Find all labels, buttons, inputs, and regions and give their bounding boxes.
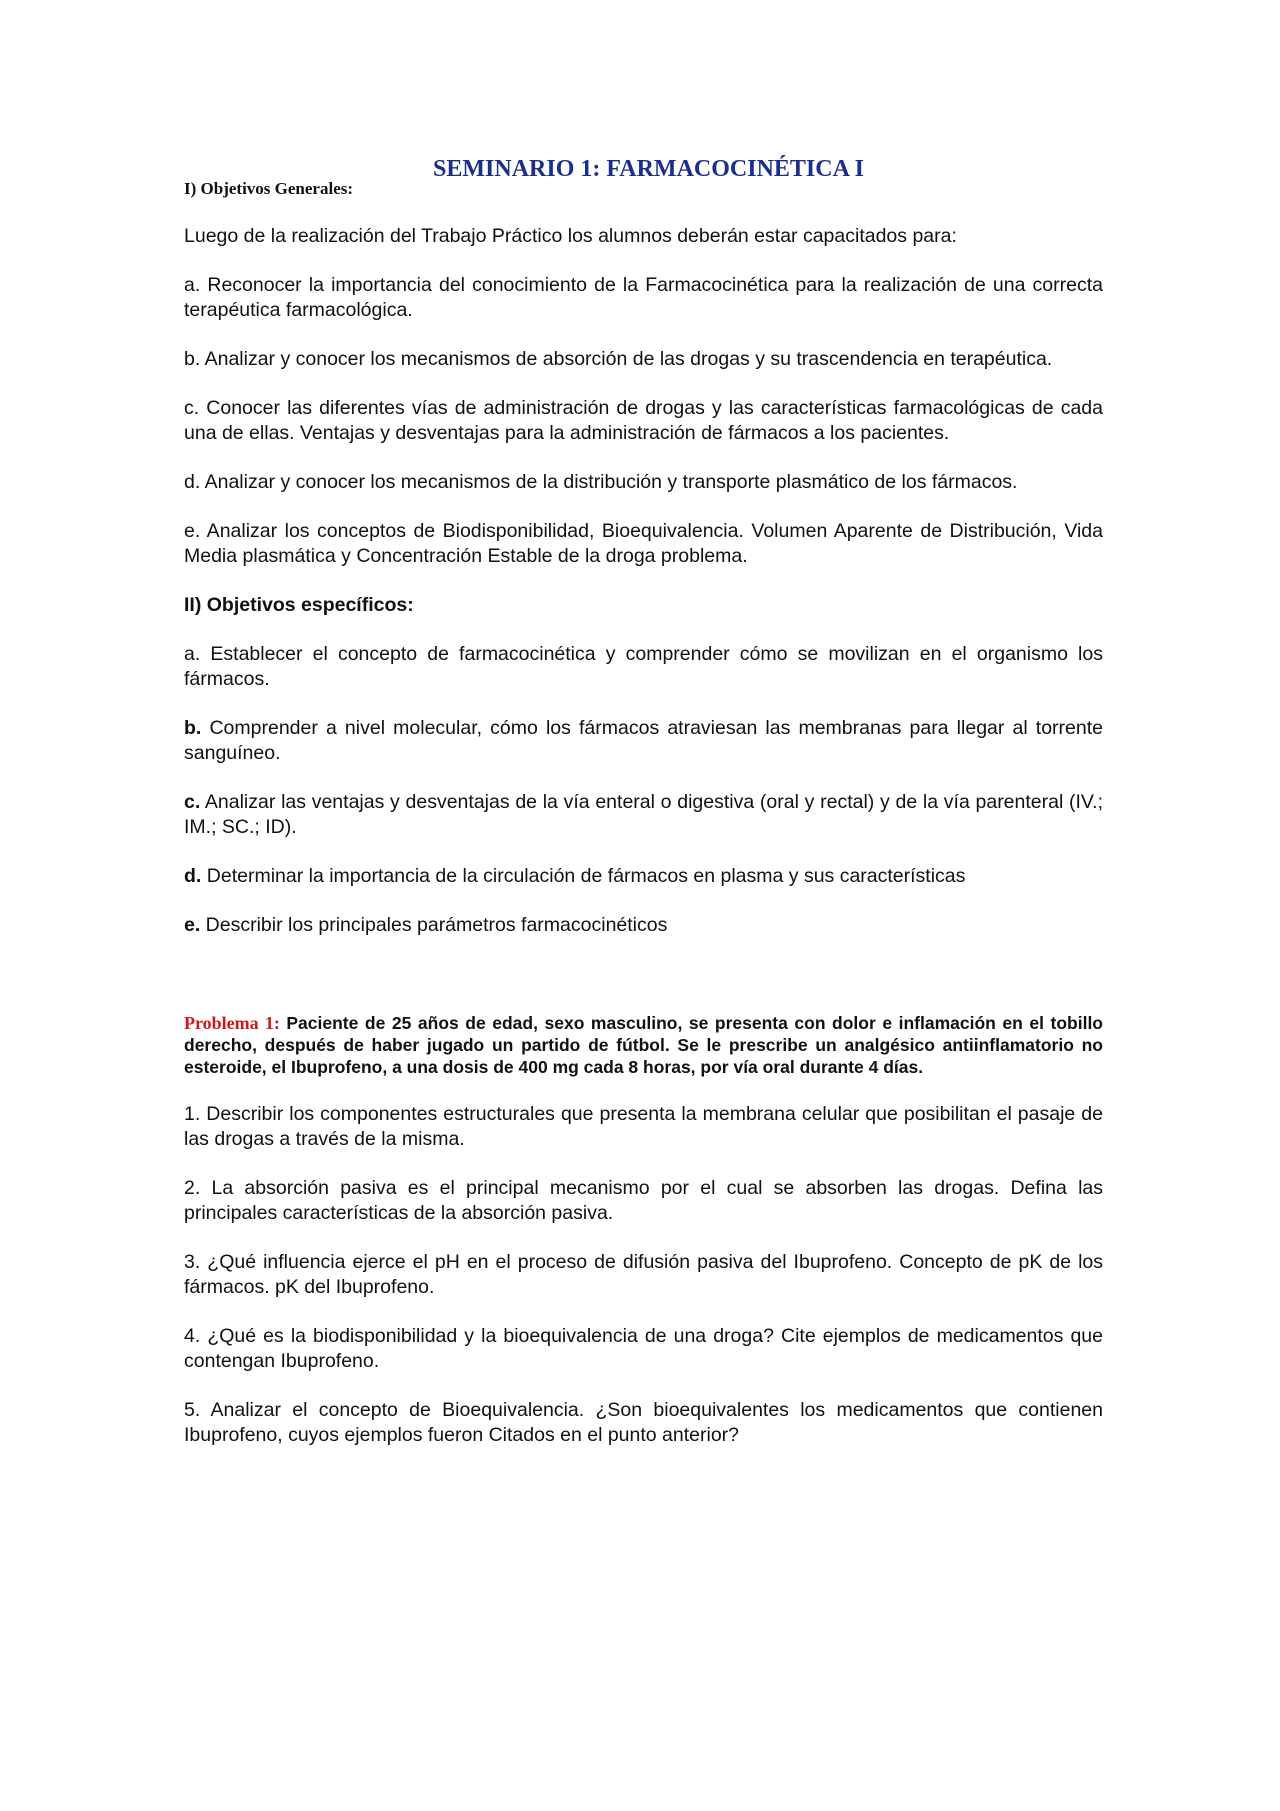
- problem-text: Paciente de 25 años de edad, sexo masculino, se presenta con dolor e inflamación en el tobillo derecho, después de haber jugado un partido de fútbol. Se le prescribe un analgésico antiinflamatorio no esteroide, el Ibuprofeno, a una dosis de 400 mg cada 8 horas, por vía oral durante 4 días.: [184, 1013, 1103, 1077]
- general-intro: Luego de la realización del Trabajo Práctico los alumnos deberán estar capacitados para:: [184, 225, 957, 247]
- general-objectives-heading: I) Objetivos Generales:: [184, 179, 354, 198]
- specific-item-b-label: b.: [184, 717, 202, 739]
- problem-statement: [184, 1012, 1103, 1078]
- specific-item-d: [184, 864, 1103, 889]
- specific-item-c-label: c.: [184, 791, 201, 813]
- problem-label: Problema 1:: [184, 1013, 280, 1033]
- question-3: 3. ¿Qué influencia ejerce el pH en el proceso de difusión pasiva del Ibuprofeno. Concepto de pK de los fármacos. pK del Ibuprofeno.: [184, 1251, 1103, 1298]
- specific-item-e-text: Describir los principales parámetros farmacocinéticos: [200, 914, 668, 936]
- specific-item-d-text: Determinar la importancia de la circulación de fármacos en plasma y sus características: [201, 865, 966, 887]
- question-5: 5. Analizar el concepto de Bioequivalencia. ¿Son bioequivalentes los medicamentos que contienen Ibuprofeno, cuyos ejemplos fueron Citados en el punto anterior?: [184, 1399, 1103, 1446]
- specific-item-b: [184, 716, 1103, 766]
- question-2: 2. La absorción pasiva es el principal mecanismo por el cual se absorben las drogas. Defina las principales características de la absorción pasiva.: [184, 1177, 1103, 1224]
- question-4: 4. ¿Qué es la biodisponibilidad y la bioequivalencia de una droga? Cite ejemplos de medicamentos que contengan Ibuprofeno.: [184, 1325, 1103, 1372]
- specific-item-e-label: e.: [184, 914, 201, 936]
- specific-item-a: a. Establecer el concepto de farmacocinética y comprender cómo se movilizan en el organismo los fármacos.: [184, 643, 1103, 690]
- general-item-c: c. Conocer las diferentes vías de administración de drogas y las características farmacológicas de cada una de ellas. Ventajas y desventajas para la administración de fármacos a los pacientes.: [184, 397, 1103, 444]
- specific-item-d-label: d.: [184, 865, 202, 887]
- general-item-b: b. Analizar y conocer los mecanismos de absorción de las drogas y su trascendencia en terapéutica.: [184, 348, 1053, 370]
- document-title: SEMINARIO 1: FARMACOCINÉTICA I: [433, 156, 864, 182]
- question-1: 1. Describir los componentes estructurales que presenta la membrana celular que posibilitan el pasaje de las drogas a través de la misma.: [184, 1103, 1103, 1150]
- specific-item-c: [184, 790, 1103, 840]
- general-item-e: e. Analizar los conceptos de Biodisponibilidad, Bioequivalencia. Volumen Aparente de Distribución, Vida Media plasmática y Concentración Estable de la droga problema.: [184, 520, 1103, 567]
- general-item-a: a. Reconocer la importancia del conocimiento de la Farmacocinética para la realización de una correcta terapéutica farmacológica.: [184, 274, 1103, 321]
- specific-item-c-text: Analizar las ventajas y desventajas de la vía enteral o digestiva (oral y rectal) y de la vía parenteral (IV.; IM.; SC.; ID).: [184, 791, 1103, 838]
- specific-item-b-text: Comprender a nivel molecular, cómo los fármacos atraviesan las membranas para llegar al torrente sanguíneo.: [184, 717, 1103, 764]
- specific-item-e: [184, 913, 1103, 938]
- specific-objectives-heading: II) Objetivos específicos:: [184, 594, 414, 616]
- general-item-d: d. Analizar y conocer los mecanismos de la distribución y transporte plasmático de los fármacos.: [184, 471, 1018, 493]
- section-spacer: [184, 962, 1103, 1012]
- document-content: [184, 154, 1103, 1472]
